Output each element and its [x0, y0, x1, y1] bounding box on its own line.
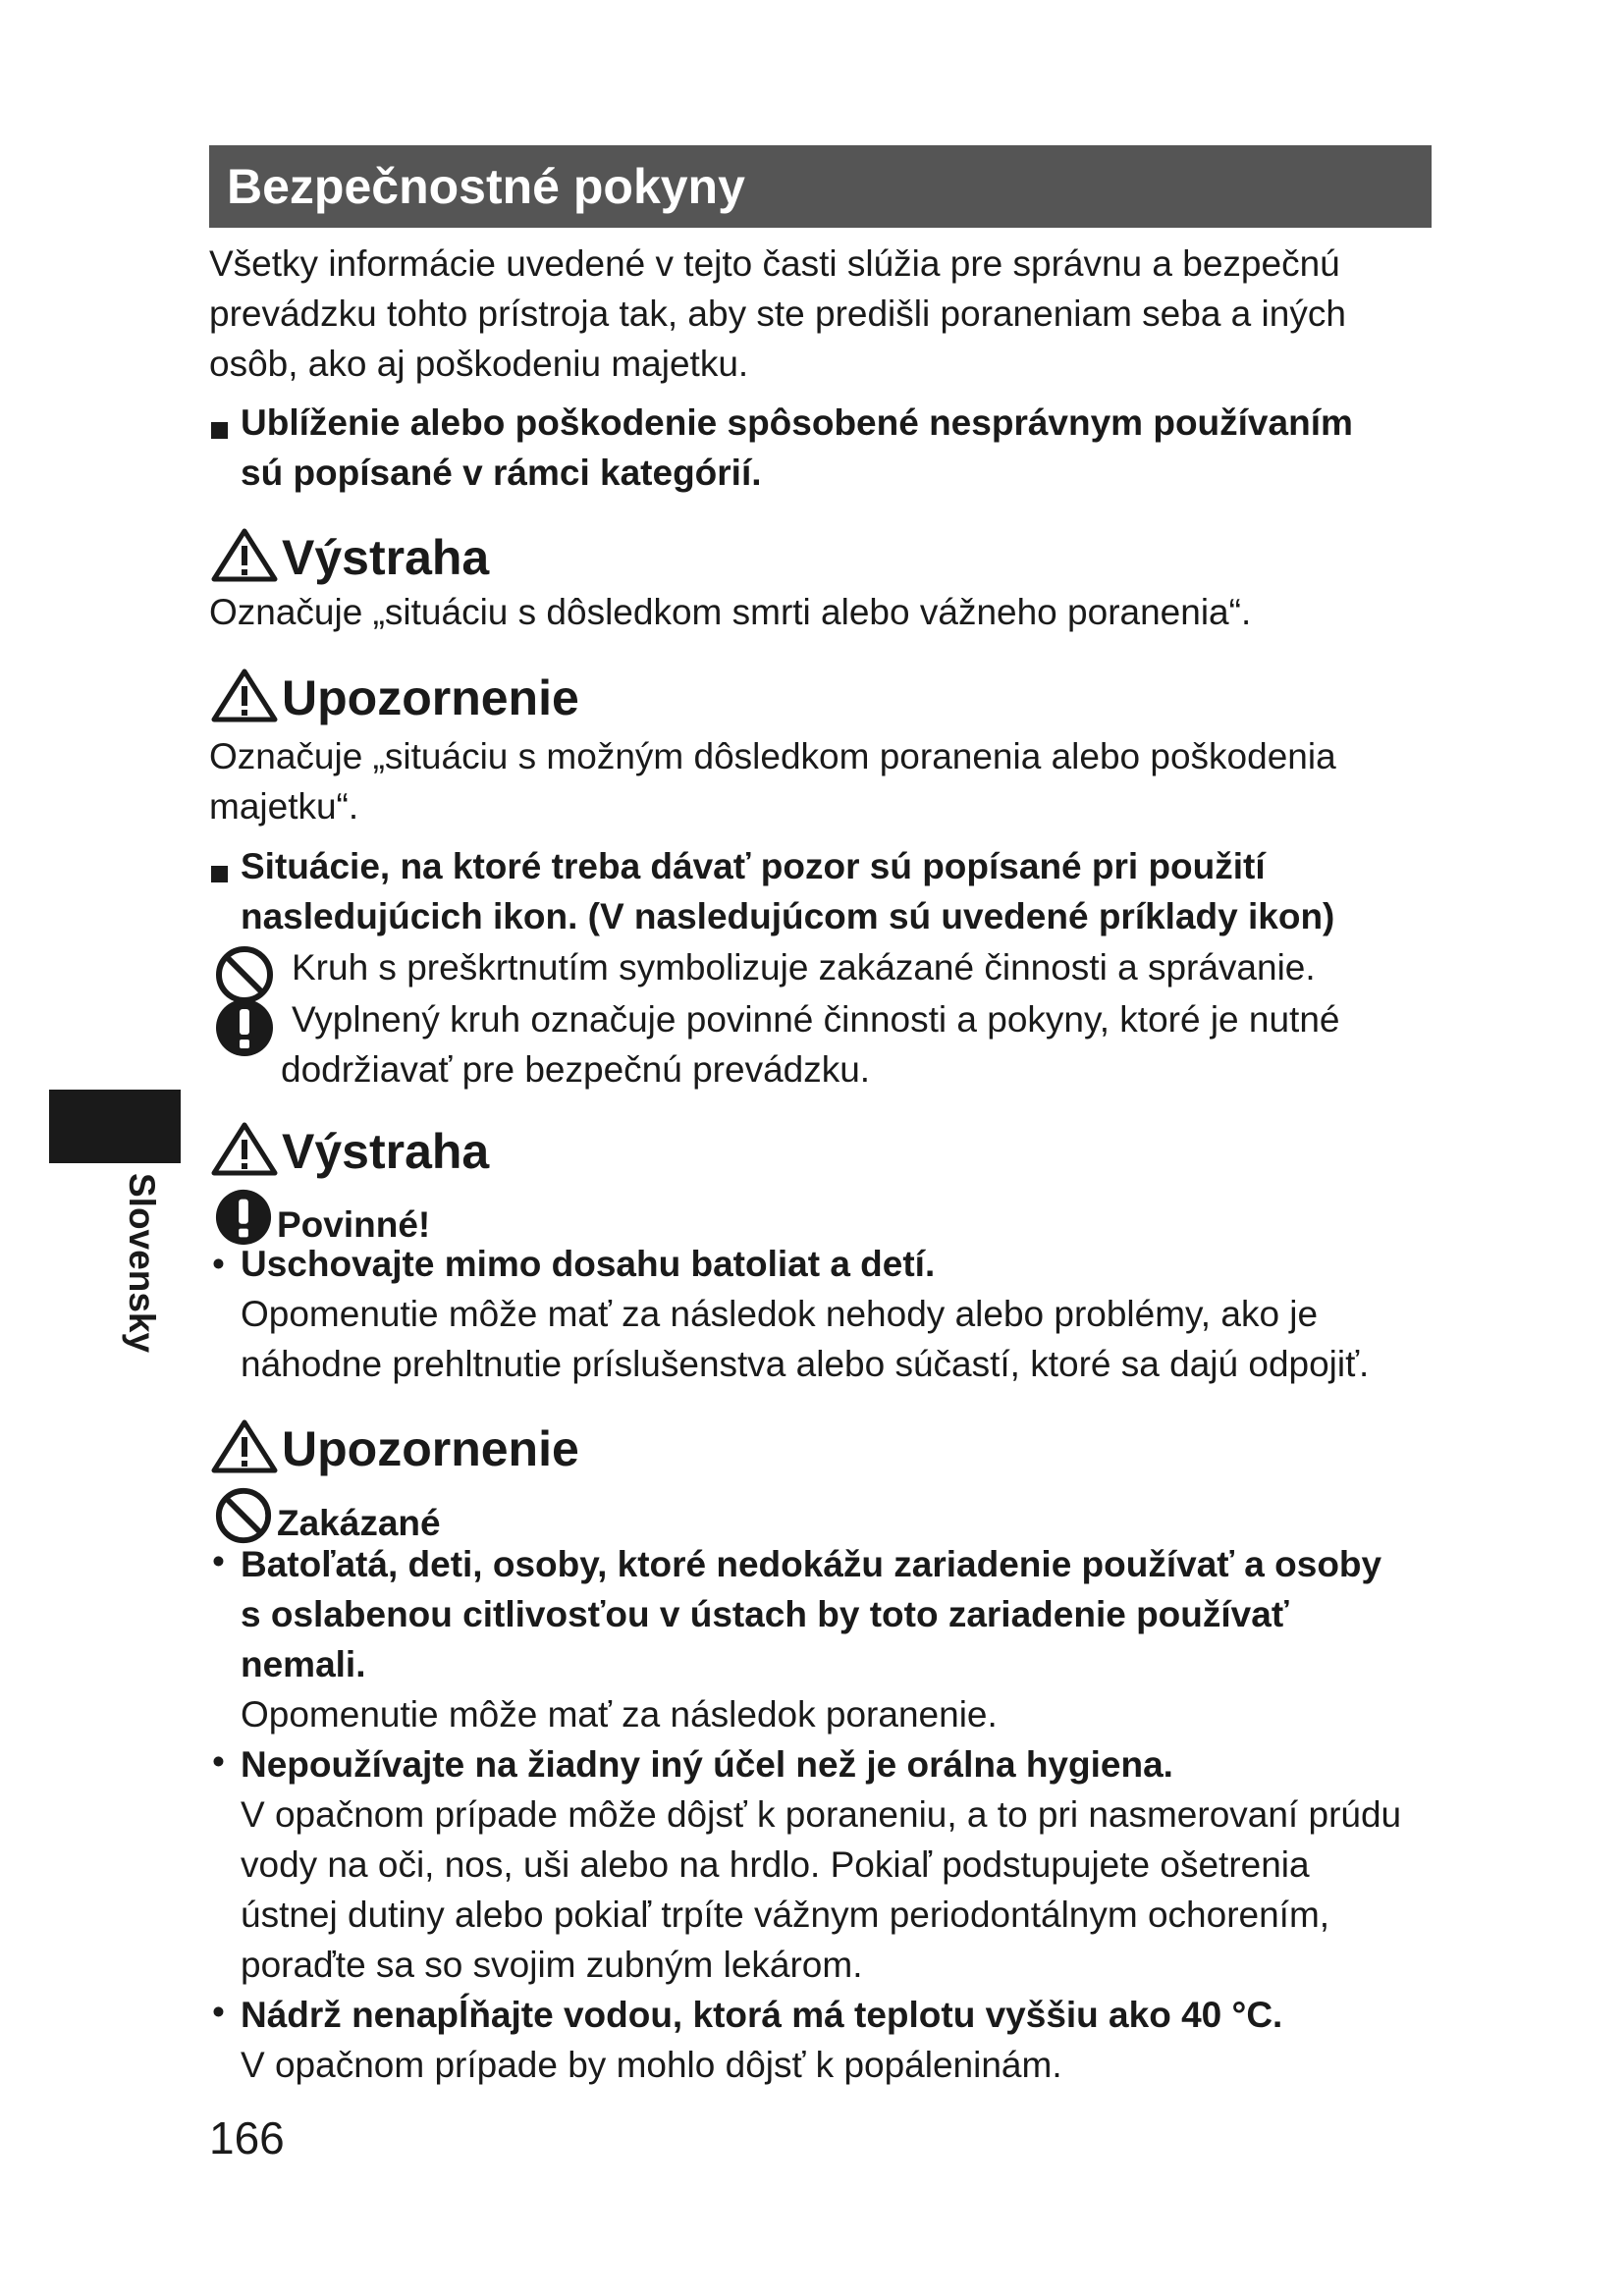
mandatory-icon — [214, 1188, 273, 1247]
caution-section-heading — [211, 1418, 579, 1478]
caution-definition-heading — [211, 667, 579, 727]
caution-item-description: vody na oči, nos, uši alebo na hrdlo. Pokiaľ podstupujete ošetrenia — [241, 1844, 1310, 1885]
bullet-dot: • — [212, 1244, 225, 1284]
mandatory-icon-description: dodržiavať pre bezpečnú prevádzku. — [281, 1049, 871, 1090]
square-bullet-icon — [211, 422, 228, 439]
categories-note-line: sú popísané v rámci kategórií. — [241, 453, 762, 493]
prohibited-label — [214, 1486, 441, 1546]
warning-section-heading — [211, 1121, 489, 1181]
intro-line: Všetky informácie uvedené v tejto časti slúžia pre správnu a bezpečnú — [209, 243, 1340, 284]
prohibited-label-text: Zakázané — [277, 1503, 441, 1543]
caution-item-title: Nepoužívajte na žiadny iný účel než je orálna hygiena. — [241, 1744, 1173, 1785]
square-bullet-icon — [211, 866, 228, 882]
language-tab-label: Slovensky — [122, 1173, 162, 1354]
language-tab-marker — [49, 1090, 181, 1163]
mandatory-icon-description: Vyplnený kruh označuje povinné činnosti a pokyny, ktoré je nutné — [292, 999, 1340, 1040]
warning-section-title: Výstraha — [282, 1124, 490, 1179]
caution-item-title: nemali. — [241, 1644, 366, 1684]
caution-item-title: s oslabenou citlivosťou v ústach by toto zariadenie používať — [241, 1594, 1289, 1634]
prohibited-icon — [214, 944, 275, 1005]
bullet-dot: • — [212, 1741, 225, 1782]
warning-triangle-icon — [211, 1121, 278, 1176]
warning-triangle-icon — [211, 1418, 278, 1473]
warning-definition-title: Výstraha — [282, 530, 490, 585]
warning-definition-text: Označuje „situáciu s dôsledkom smrti alebo vážneho poranenia“. — [209, 592, 1252, 632]
warning-triangle-icon — [211, 667, 278, 722]
warning-triangle-icon — [211, 527, 278, 582]
mandatory-icon — [214, 997, 275, 1058]
warning-item-description: Opomenutie môže mať za následok nehody alebo problémy, ako je — [241, 1294, 1319, 1334]
caution-item-title: Batoľatá, deti, osoby, ktoré nedokážu zariadenie používať a osoby — [241, 1544, 1382, 1584]
caution-section-title: Upozornenie — [282, 1421, 579, 1476]
page-number: 166 — [209, 2112, 285, 2163]
intro-line: prevádzku tohto prístroja tak, aby ste predišli poraneniam seba a iných — [209, 294, 1346, 334]
warning-item-description: náhodne prehltnutie príslušenstva alebo súčastí, ktoré sa dajú odpojiť. — [241, 1344, 1370, 1384]
mandatory-label-text: Povinné! — [277, 1204, 431, 1245]
caution-definition-title: Upozornenie — [282, 670, 579, 725]
warning-definition-heading — [211, 527, 489, 587]
prohibited-icon-description: Kruh s preškrtnutím symbolizuje zakázané činnosti a správanie. — [292, 947, 1316, 988]
caution-definition-line: majetku“. — [209, 786, 359, 827]
caution-item-description: poraďte sa so svojim zubným lekárom. — [241, 1945, 863, 1985]
bullet-dot: • — [212, 1992, 225, 2032]
caution-definition-line: Označuje „situáciu s možným dôsledkom poranenia alebo poškodenia — [209, 736, 1336, 776]
caution-item-description: ústnej dutiny alebo pokiaľ trpíte vážnym periodontálnym ochorením, — [241, 1895, 1330, 1935]
icons-note-line: nasledujúcich ikon. (V nasledujúcom sú uvedené príklady ikon) — [241, 896, 1335, 936]
caution-item-description: V opačnom prípade by mohlo dôjsť k popáleninám. — [241, 2045, 1062, 2085]
bullet-dot: • — [212, 1541, 225, 1581]
caution-item-title: Nádrž nenapĺňajte vodou, ktorá má teplotu vyššiu ako 40 °C. — [241, 1995, 1283, 2035]
caution-item-description: Opomenutie môže mať za následok poranenie. — [241, 1694, 998, 1735]
icons-note-line: Situácie, na ktoré treba dávať pozor sú popísané pri použití — [241, 846, 1266, 886]
section-title: Bezpečnostné pokyny — [209, 145, 1432, 228]
categories-note-line: Ublíženie alebo poškodenie spôsobené nesprávnym používaním — [241, 402, 1353, 443]
warning-item-title: Uschovajte mimo dosahu batoliat a detí. — [241, 1244, 936, 1284]
intro-line: osôb, ako aj poškodeniu majetku. — [209, 344, 749, 384]
caution-item-description: V opačnom prípade môže dôjsť k poraneniu, a to pri nasmerovaní prúdu — [241, 1794, 1402, 1835]
